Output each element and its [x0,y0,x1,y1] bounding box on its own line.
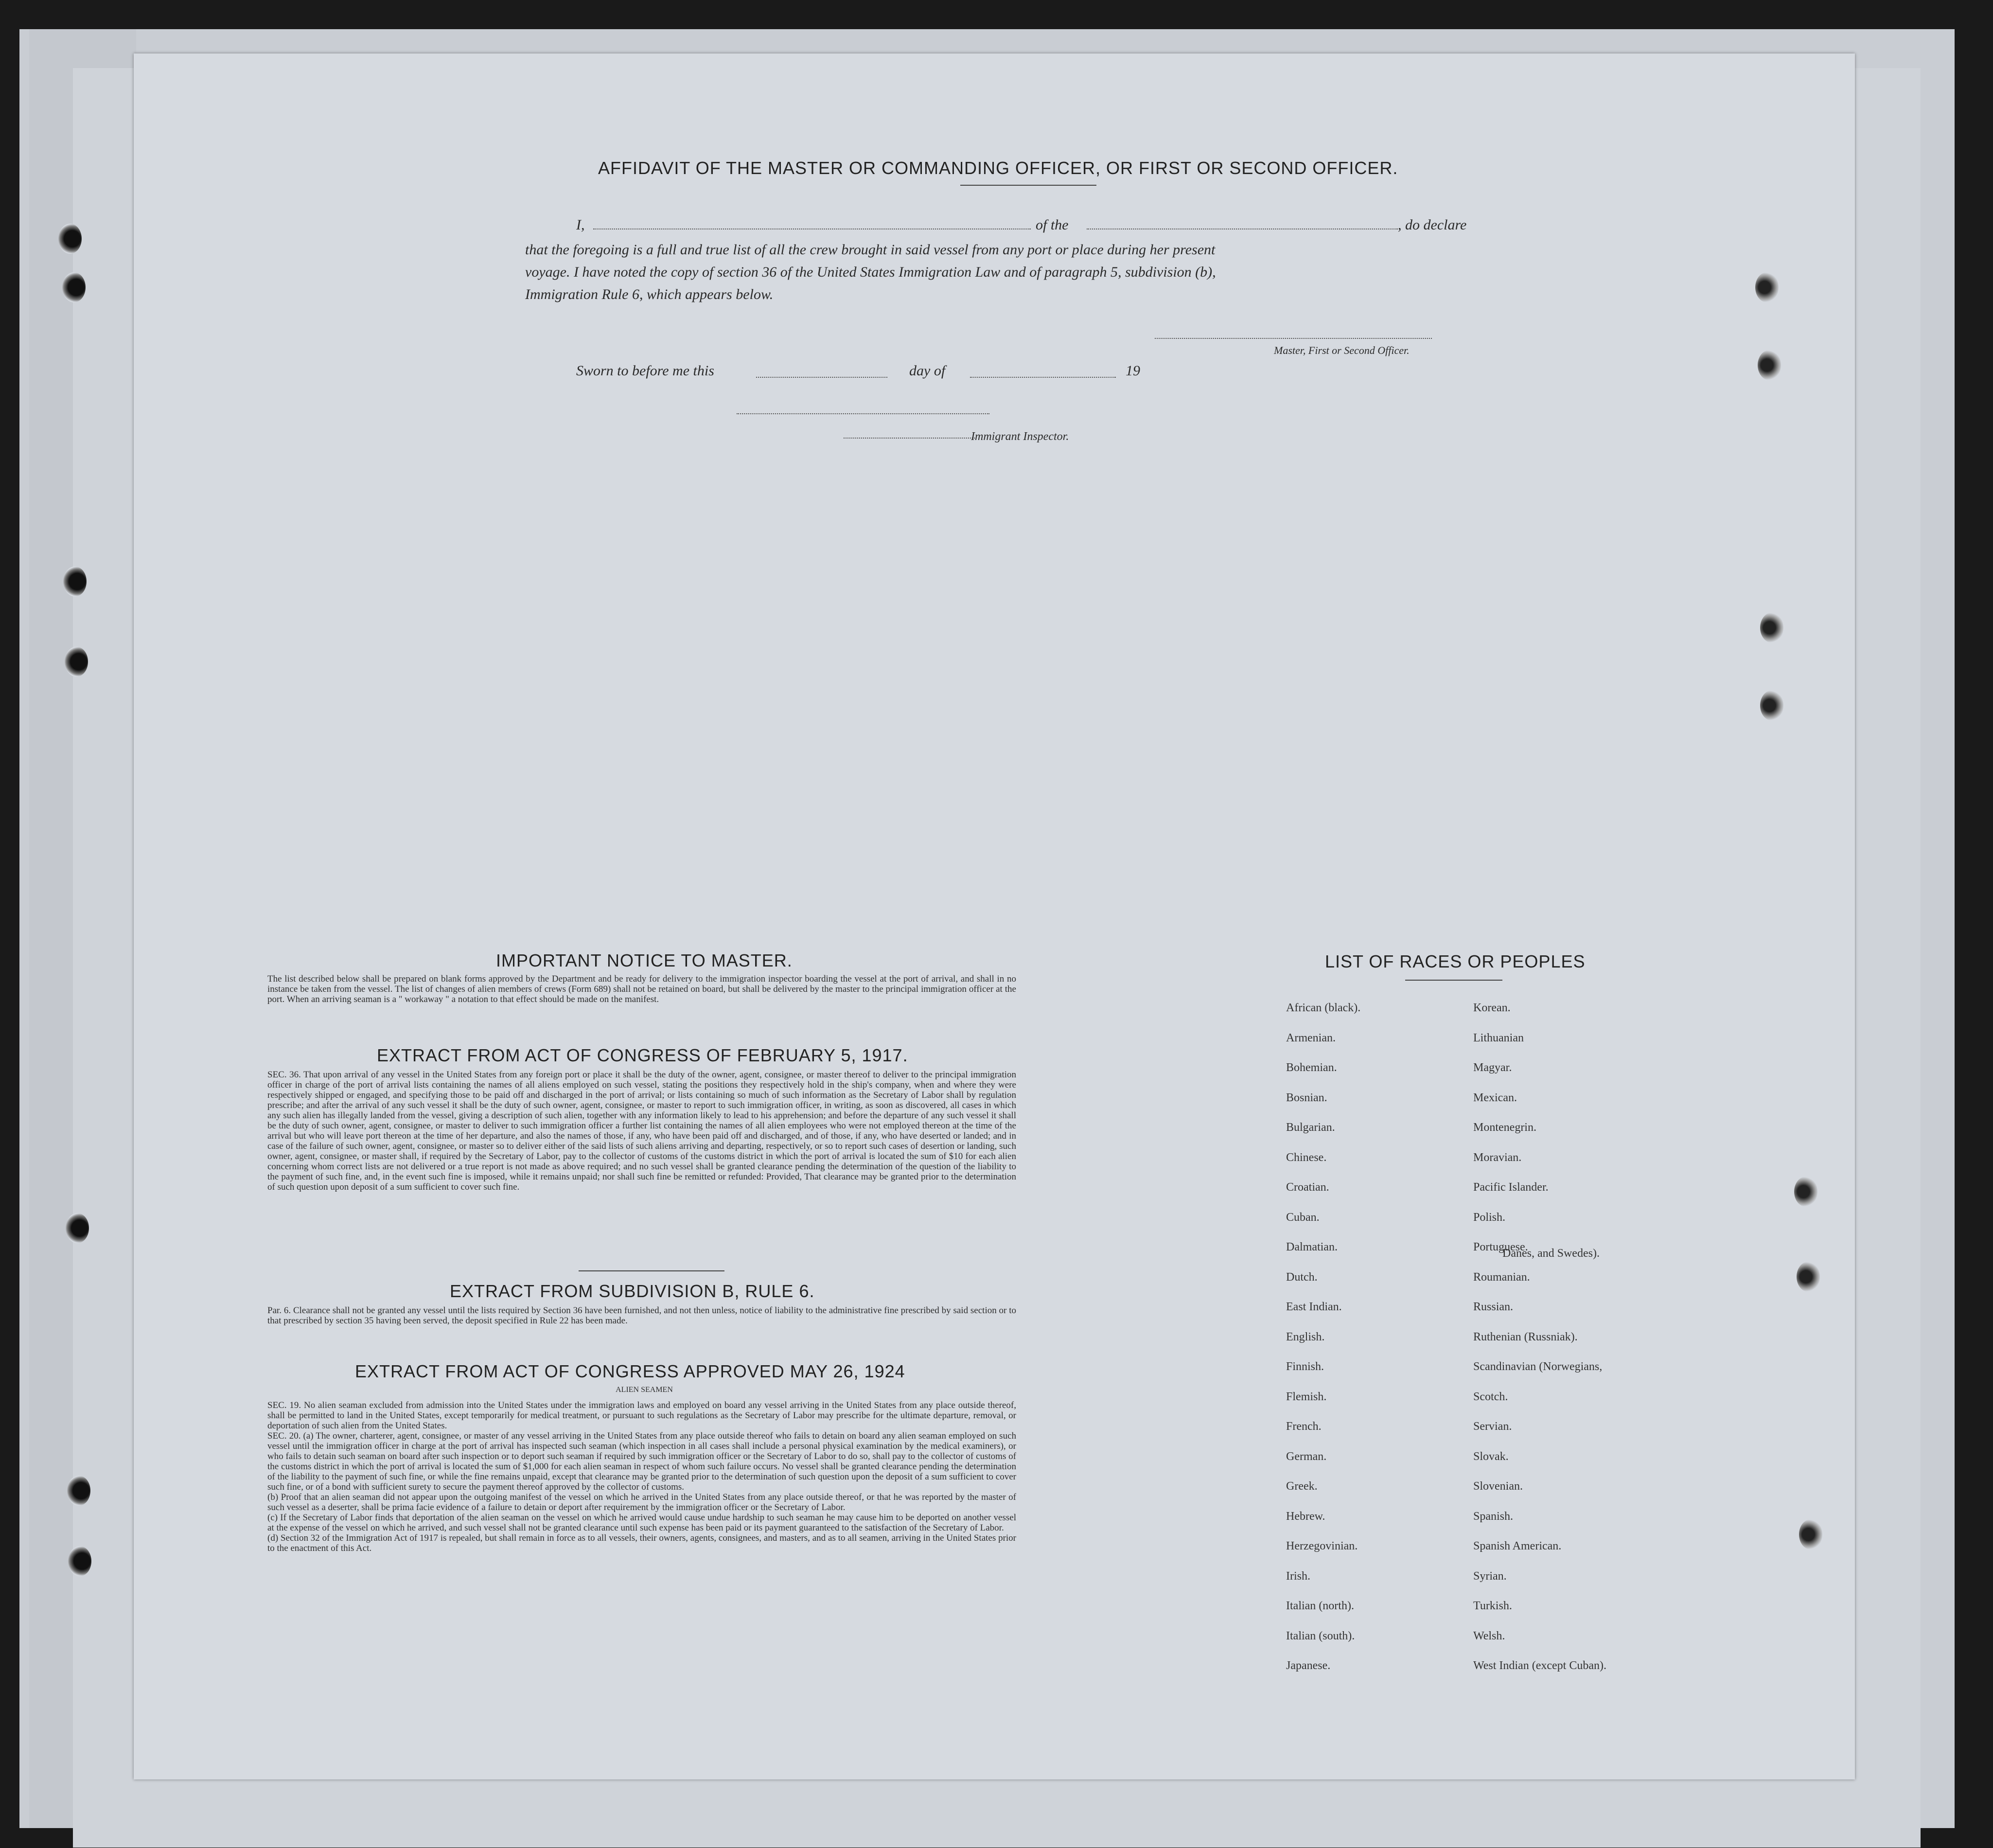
race-item: Russian. [1473,1301,1514,1313]
race-item: Roumanian. [1473,1270,1530,1284]
race-item: Montenegrin. [1473,1121,1536,1134]
punch-hole [1797,1262,1820,1292]
race-item: Herzegovinian. [1286,1540,1358,1552]
race-item: German. [1286,1450,1327,1463]
race-item: African (black). [1286,1002,1361,1014]
punch-hole [1760,613,1783,643]
declaration-do-declare: , do declare [1398,217,1467,233]
punch-hole [65,647,88,677]
race-item: Moravian. [1473,1151,1522,1164]
race-item: Irish. [1286,1569,1310,1583]
sec-20b: (b) Proof that an alien seaman did not appear upon the outgoing manifest of the vessel on which he arrived in the United States from any place outside thereof, or that he was reported by the master of such vessel as a deserter, shall be prima facie evidence of a failure to detain or deport after requirement by the immigration officer or the Secretary of Labor. [267,1492,1016,1513]
race-item: Hebrew. [1286,1510,1325,1523]
race-item: Greek. [1286,1480,1318,1493]
sworn-month-field[interactable] [970,377,1116,378]
race-item: Croatian. [1286,1181,1329,1194]
race-item: East Indian. [1286,1301,1342,1313]
punch-hole [1758,350,1781,380]
race-item: Slovak. [1473,1450,1509,1463]
manifest-page [134,53,1855,1779]
punch-hole [68,1546,91,1576]
race-item: Bosnian. [1286,1091,1327,1104]
extract-1917-title: EXTRACT FROM ACT OF CONGRESS OF FEBRUARY 5, 1917. [377,1045,908,1065]
extract-1924-text [267,1400,1016,1553]
race-item: Korean. [1473,1002,1511,1014]
punch-hole [62,272,86,302]
punch-hole [1794,1177,1817,1207]
sec-20a: SEC. 20. (a) The owner, charterer, agent, consignee, or master of any vessel arriving in the United States from any place outside thereof who fails to detain on board any alien seaman employed on such vessel until the immigration officer in charge at the port of arrival has inspected such seaman (which inspection in all cases shall include a personal physical examination by the medical examiners), or who fails to detain such seaman on board after such inspection or to deport such seaman if required by such immigration officer or the Secretary of Labor to do so, shall pay to the collector of customs of the customs district in which the port of arrival is located the sum of $1,000 for each alien seaman in respect of whom such failure occurs. No vessel shall be granted clearance pending the determination of the liability to the payment of such fine, or while the fine remains unpaid, except that clearance may be granted prior to the determination of such question upon the deposit of a sum sufficient to cover such fine, or of a bond with sufficient surety to secure the payment thereof approved by the collector of customs. [267,1431,1016,1492]
declaration-line-3: voyage. I have noted the copy of section 36 of the United States Immigration Law and of paragraph 5, subdivision (b), [525,264,1216,280]
punch-hole [1755,272,1779,302]
sworn-prefix: Sworn to before me this [576,363,714,379]
sec-20d: (d) Section 32 of the Immigration Act of 1917 is repealed, but shall remain in force as to all vessels, their owners, agents, consignees, and masters, and as to all seamen, arriving in the United States prior to the enactment of this Act. [267,1533,1016,1553]
race-item: Italian (south). [1286,1629,1355,1642]
race-item: Syrian. [1473,1569,1507,1583]
extract-rule6-text: Par. 6. Clearance shall not be granted any vessel until the lists required by Section 36 have been furnished, and not then unless, notice of liability to the administrative fine prescribed by said section or to that prescribed by section 35 having been served, the deposit specified in Rule 22 has been made. [267,1305,1016,1326]
declaration-i: I, [576,217,585,233]
race-item: Scandinavian (Norwegians, [1473,1360,1603,1373]
sec-19: SEC. 19. No alien seaman excluded from admission into the United States under the immigration laws and employed on board any vessel arriving in the United States from any place outside thereof, shall be permitted to land in the United States, except temporarily for medical treatment, or pursuant to such regulations as the Secretary of Labor may prescribe for the ultimate departure, removal, or deportation of such alien from the United States. [267,1400,1016,1431]
race-item: Mexican. [1473,1091,1517,1104]
sec-20c: (c) If the Secretary of Labor finds that deportation of the alien seaman on the vessel on which he arrived would cause undue hardship to such seaman he may cause him to be deported on another vessel at the expense of the vessel on which he arrived, and such vessel shall not be granted clearance until such expense has been paid or its payment guaranteed to the satisfaction of the Secretary of Labor. [267,1513,1016,1533]
races-title: LIST OF RACES OR PEOPLES [1325,951,1586,971]
sworn-day-field[interactable] [756,377,887,378]
race-item: Dalmatian. [1286,1241,1338,1253]
race-item: Turkish. [1473,1600,1512,1612]
declaration-line-2: that the foregoing is a full and true list of all the crew brought in said vessel from any port or place during her present [525,242,1216,258]
races-scandinavian-continued: Danes, and Swedes). [1502,1247,1600,1260]
race-item: Bulgarian. [1286,1121,1335,1134]
punch-hole [67,1476,90,1506]
race-item: Magyar. [1473,1061,1512,1074]
race-item: Spanish American. [1473,1540,1562,1552]
races-divider [1405,980,1502,981]
punch-hole [58,224,82,254]
race-item: Cuban. [1286,1211,1320,1224]
race-item: Ruthenian (Russniak). [1473,1330,1578,1343]
declaration-line-4: Immigration Rule 6, which appears below. [525,286,774,302]
extract-1917-text: SEC. 36. That upon arrival of any vessel in the United States from any foreign port or place it shall be the duty of the owner, agent, consignee, or master thereof to deliver to the principal immigration officer in charge of the port of arrival lists containing the names of all aliens employed on such vessel, stating the positions they respectively hold in the ship's company, when and where they were respectively shipped or engaged, and specifying those to be paid off and discharged in the port of arrival; or lists containing so much of such information as the Secretary of Labor shall by regulation prescribe; and after the arrival of any such vessel it shall be the duty of such owner, agent, consignee, or master to report to such immigration officer, in writing, as soon as discovered, all cases in which any such alien has illegally landed from the vessel, giving a description of such alien, together with any information likely to lead to his apprehension; and before the departure of any such vessel it shall be the duty of such owner, agent, consignee, or master to deliver to such immigration officer a further list containing the names of all alien employees who were not employed thereon at the time of the arrival but who will leave port thereon at the time of her departure, and also the names of those, if any, who have been paid off and discharged, and of those, if any, who have deserted or landed; and in case of the failure of such owner, agent, consignee, or master so to deliver either of the said lists of such aliens arriving and departing, respectively, or so to report such cases of desertion or landing, such owner, agent, consignee, or master shall, if required by the Secretary of Labor, pay to the collector of customs of the customs district in which the port of arrival is located the sum of $10 for each alien concerning whom correct lists are not delivered or a true report is not made as above required; and no such vessel shall be granted clearance pending the determination of the question of the liability to the payment of such fine, and, in the event such fine is imposed, while it remains unpaid; nor shall such fine be remitted or refunded: Provided, That clearance may be granted prior to the determination of such question upon deposit of a sum sufficient to cover such fine. [267,1070,1016,1192]
race-item: Chinese. [1286,1151,1327,1164]
affidavit-title: AFFIDAVIT OF THE MASTER OR COMMANDING OFFICER, OR FIRST OR SECOND OFFICER. [598,158,1398,178]
sworn-year-prefix: 19 [1126,363,1140,379]
notice-text: The list described below shall be prepared on blank forms approved by the Department and be ready for delivery to the immigration inspector boarding the vessel at the port of arrival, and shall in no instance be taken from the vessel. The list of changes of alien members of crews (Form 689) shall not be retained on board, but shall be delivered by the master to the principal immigration officer at the port. When an arriving seaman is a " workaway " a notation to that effect should be made on the manifest. [267,974,1016,1004]
inspector-label: Immigrant Inspector. [971,430,1069,443]
race-item: Pacific Islander. [1473,1181,1549,1194]
punch-hole [1799,1519,1822,1549]
inspector-signature-line[interactable] [737,413,989,414]
extract-rule6-title: EXTRACT FROM SUBDIVISION B, RULE 6. [450,1281,815,1301]
punch-hole [1760,690,1783,721]
race-item: Lithuanian [1473,1031,1524,1044]
race-item: Welsh. [1473,1629,1505,1642]
master-signature-line[interactable] [1155,338,1432,339]
section-divider [579,1270,724,1271]
race-item: English. [1286,1330,1325,1343]
master-signature-label: Master, First or Second Officer. [1274,344,1410,356]
race-item: Spanish. [1473,1510,1514,1523]
race-item: West Indian (except Cuban). [1473,1659,1606,1672]
punch-hole [63,566,87,597]
sworn-day-of: day of [909,363,946,379]
race-item: Portuguese. [1473,1241,1528,1253]
race-item: Scotch. [1473,1390,1508,1403]
race-item: Flemish. [1286,1390,1327,1403]
title-divider [960,185,1096,186]
race-item: Polish. [1473,1211,1506,1224]
race-item: Japanese. [1286,1659,1331,1672]
race-item: Finnish. [1286,1360,1324,1373]
race-item: Italian (north). [1286,1600,1354,1612]
extract-1924-subtitle: ALIEN SEAMEN [616,1386,673,1394]
race-item: Slovenian. [1473,1480,1523,1493]
punch-hole [66,1213,89,1243]
race-item: Dutch. [1286,1270,1318,1284]
notice-title: IMPORTANT NOTICE TO MASTER. [496,950,793,970]
extract-1924-title: EXTRACT FROM ACT OF CONGRESS APPROVED MAY 26, 1924 [355,1361,905,1381]
race-item: French. [1286,1420,1322,1433]
declaration-of-the: of the [1036,217,1069,233]
inspector-name-field[interactable] [844,438,975,439]
race-item: Bohemian. [1286,1061,1337,1074]
race-item: Servian. [1473,1420,1512,1433]
race-item: Armenian. [1286,1031,1336,1044]
